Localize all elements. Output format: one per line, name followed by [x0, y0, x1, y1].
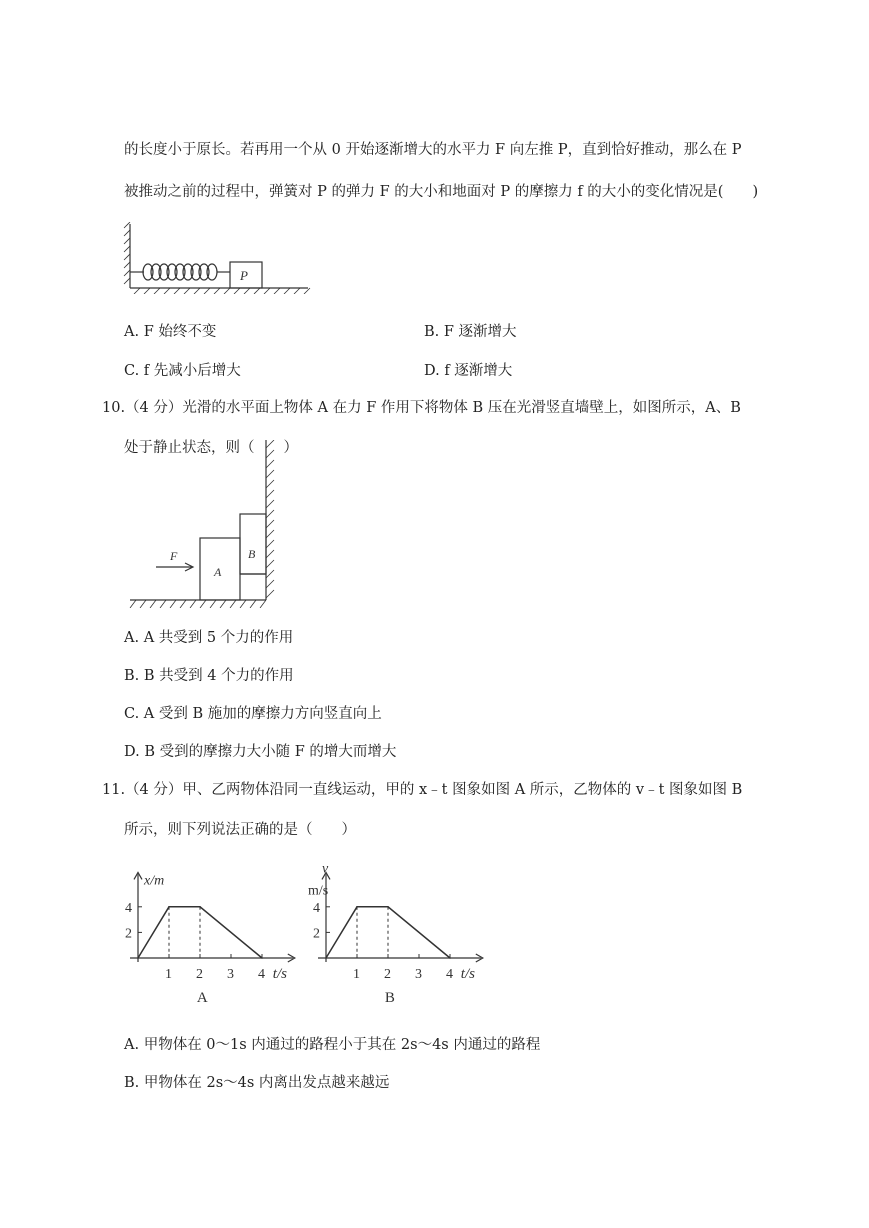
chart-b-point-0 [325, 957, 327, 959]
q11-text-line-1: 11.（4 分）甲、乙两物体沿同一直线运动，甲的 x﹣t 图象如图 A 所示，乙物体的 v﹣t 图象如图 B [102, 782, 743, 798]
chart-a-x-tick-label-2: 2 [196, 967, 203, 982]
chart-a-x-axis-label: t/s [272, 966, 287, 982]
chart-b-y-tick-label-2: 2 [313, 926, 320, 942]
spring-block-figure [122, 222, 312, 294]
chart-a-y-tick-label-4: 4 [125, 900, 132, 916]
q11-text-line-2: 所示，则下列说法正确的是（ ） [124, 822, 356, 838]
chart-b-vt-graph [308, 852, 498, 1016]
block-b-label: B [248, 547, 256, 561]
chart-b-x-tick-label-3: 3 [415, 967, 422, 982]
chart-b-point-2 [387, 906, 389, 908]
q9-option-c: C. f 先减小后增大 [124, 363, 241, 379]
chart-a-x-tick-label-4: 4 [258, 967, 265, 982]
q10-text-line-1: 10.（4 分）光滑的水平面上物体 A 在力 F 作用下将物体 B 压在光滑竖直墙壁上，如图所示，A、B [102, 400, 741, 416]
chart-a-x-tick-label-3: 3 [227, 967, 234, 982]
q11-option-a: A. 甲物体在 0～1s 内通过的路程小于其在 2s～4s 内通过的路程 [124, 1037, 541, 1053]
q9-text-line-2: 被推动之前的过程中，弹簧对 P 的弹力 F 的大小和地面对 P 的摩擦力 f 的大小的变化情况是( ) [124, 184, 759, 200]
q9-option-b: B. F 逐渐增大 [424, 324, 517, 340]
chart-a-point-1 [168, 906, 170, 908]
q10-option-c: C. A 受到 B 施加的摩擦力方向竖直向上 [124, 706, 382, 722]
chart-a-x-tick-label-1: 1 [165, 967, 172, 982]
block-p-label: P [240, 268, 248, 283]
chart-a-y-axis-label: x/m [144, 873, 165, 889]
chart-b-x-tick-label-4: 4 [446, 967, 453, 982]
wall-blocks-figure [126, 440, 282, 608]
chart-b-y-axis-label-top: v [322, 861, 329, 877]
chart-b-y-tick-label-4: 4 [313, 900, 320, 916]
block-a-label: A [214, 565, 222, 579]
chart-b-x-axis-label: t/s [460, 966, 475, 982]
chart-a-point-3 [261, 957, 263, 959]
chart-b-x-tick-label-1: 1 [353, 967, 360, 982]
chart-b-point-3 [449, 957, 451, 959]
q9-option-d: D. f 逐渐增大 [424, 363, 513, 379]
q10-option-b: B. B 共受到 4 个力的作用 [124, 668, 294, 684]
chart-b-point-1 [356, 906, 358, 908]
chart-a-point-2 [199, 906, 201, 908]
q10-option-a: A. A 共受到 5 个力的作用 [124, 630, 294, 646]
q9-option-a: A. F 始终不变 [124, 324, 217, 340]
q10-option-d: D. B 受到的摩擦力大小随 F 的增大而增大 [124, 744, 397, 760]
chart-b-caption: B [384, 990, 395, 1006]
chart-a-point-0 [137, 957, 139, 959]
block-b [240, 514, 266, 574]
q9-text-line-1: 的长度小于原长。若再用一个从 0 开始逐渐增大的水平力 F 向左推 P，直到恰好推动，那么在 P [124, 142, 742, 158]
q10-text-line-2: 处于静止状态，则（ ） [124, 440, 298, 456]
chart-b-x-tick-label-2: 2 [384, 967, 391, 982]
chart-b-y-axis-label: m/s [308, 883, 329, 899]
chart-a-xt-graph [120, 852, 310, 1016]
spring [130, 264, 230, 280]
force-label: F [170, 549, 178, 563]
chart-a-y-tick-label-2: 2 [125, 926, 132, 942]
chart-a-caption: A [196, 990, 208, 1006]
q11-option-b: B. 甲物体在 2s～4s 内离出发点越来越远 [124, 1075, 390, 1091]
